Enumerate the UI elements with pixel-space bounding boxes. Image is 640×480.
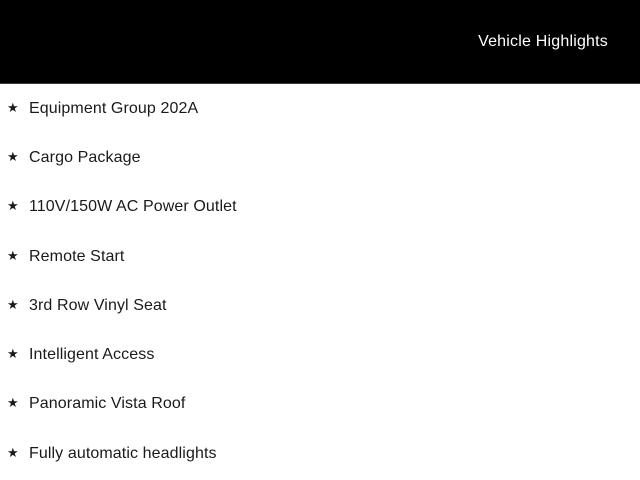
highlight-label: Cargo Package <box>29 148 141 166</box>
star-icon: ★ <box>7 148 19 164</box>
list-item <box>0 133 640 182</box>
list-item <box>0 429 640 478</box>
highlight-label: Panoramic Vista Roof <box>29 395 186 413</box>
highlight-label: Intelligent Access <box>29 346 155 364</box>
page-title: Vehicle Highlights <box>478 32 608 50</box>
star-icon: ★ <box>7 198 19 214</box>
star-icon: ★ <box>7 247 19 263</box>
highlight-label: 110V/150W AC Power Outlet <box>29 198 237 216</box>
star-icon: ★ <box>7 296 19 312</box>
list-item <box>0 330 640 379</box>
highlight-label: Equipment Group 202A <box>29 99 199 117</box>
star-icon: ★ <box>7 395 19 411</box>
list-item <box>0 84 640 133</box>
highlight-label: 3rd Row Vinyl Seat <box>29 296 167 314</box>
highlights-list <box>0 84 640 480</box>
header-bar <box>0 0 640 84</box>
star-icon: ★ <box>7 99 19 115</box>
highlight-label: Remote Start <box>29 247 125 265</box>
list-item <box>0 232 640 281</box>
list-item <box>0 183 640 232</box>
star-icon: ★ <box>7 444 19 460</box>
list-item <box>0 380 640 429</box>
list-item <box>0 281 640 330</box>
star-icon: ★ <box>7 346 19 362</box>
highlight-label: Fully automatic headlights <box>29 444 217 462</box>
